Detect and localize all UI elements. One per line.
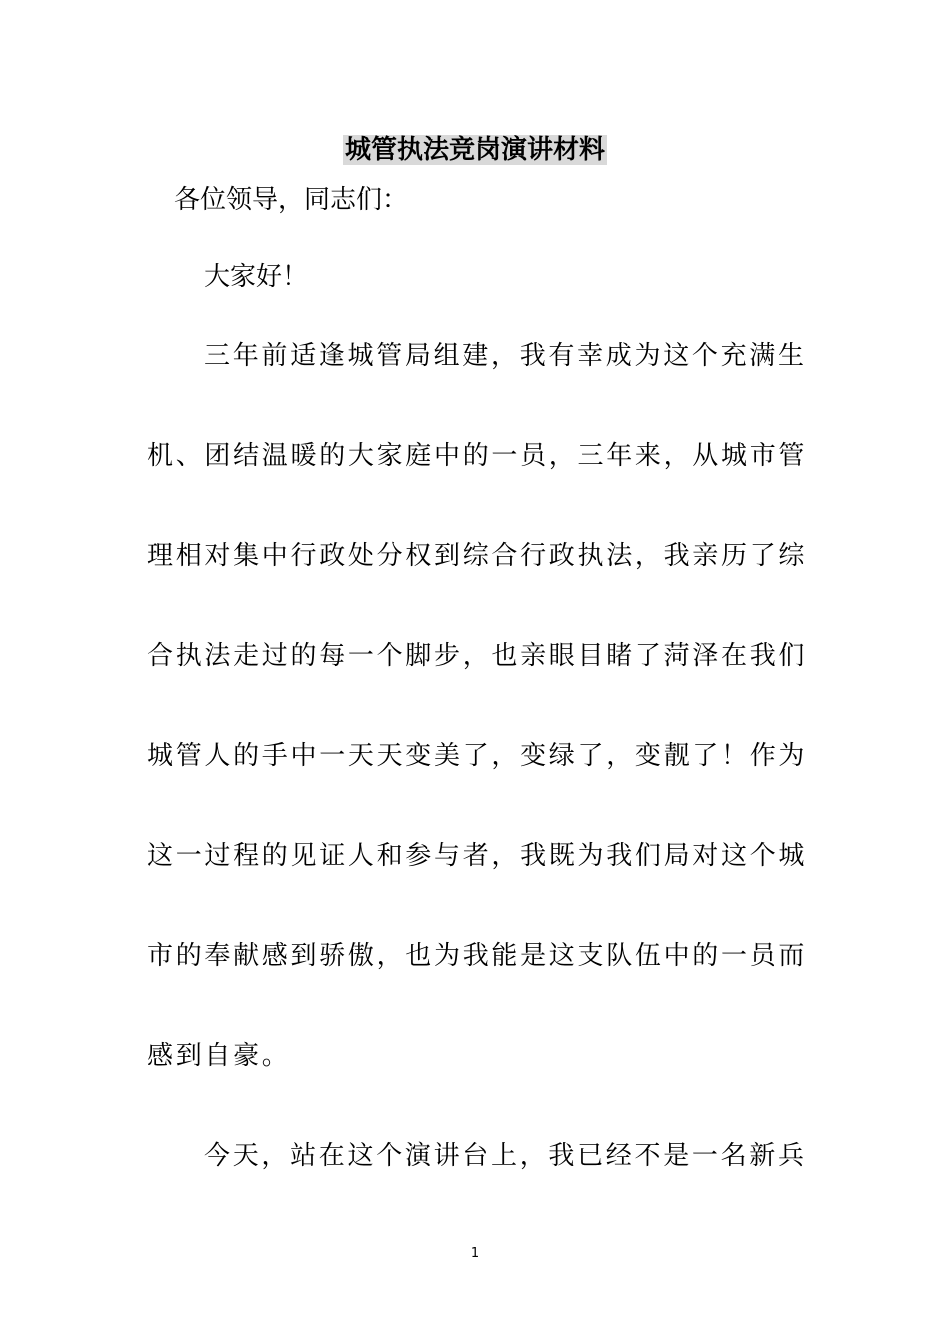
document-title — [0, 131, 950, 169]
paragraph-line: 机、团结温暖的大家庭中的一员，三年来，从城市管 — [147, 441, 808, 471]
paragraph-line: 这一过程的见证人和参与者，我既为我们局对这个城 — [147, 841, 808, 871]
document-title-text: 城管执法竞岗演讲材料 — [344, 135, 605, 165]
paragraph-line: 今天，站在这个演讲台上，我已经不是一名新兵 — [204, 1141, 807, 1171]
salutation: 各位领导，同志们： — [174, 185, 409, 215]
paragraph-line: 三年前适逢城管局组建，我有幸成为这个充满生 — [204, 341, 807, 371]
greeting: 大家好！ — [204, 262, 309, 292]
paragraph-line: 城管人的手中一天天变美了，变绿了，变靓了！作为 — [147, 741, 808, 771]
paragraph-line: 理相对集中行政处分权到综合行政执法，我亲历了综 — [147, 541, 808, 571]
paragraph-line: 合执法走过的每一个脚步，也亲眼目睹了菏泽在我们 — [147, 641, 808, 671]
paragraph-line: 市的奉献感到骄傲，也为我能是这支队伍中的一员而 — [147, 941, 808, 971]
page-number: 1 — [470, 1246, 480, 1261]
paragraph-line: 感到自豪。 — [147, 1041, 291, 1071]
body-text — [147, 336, 811, 1236]
